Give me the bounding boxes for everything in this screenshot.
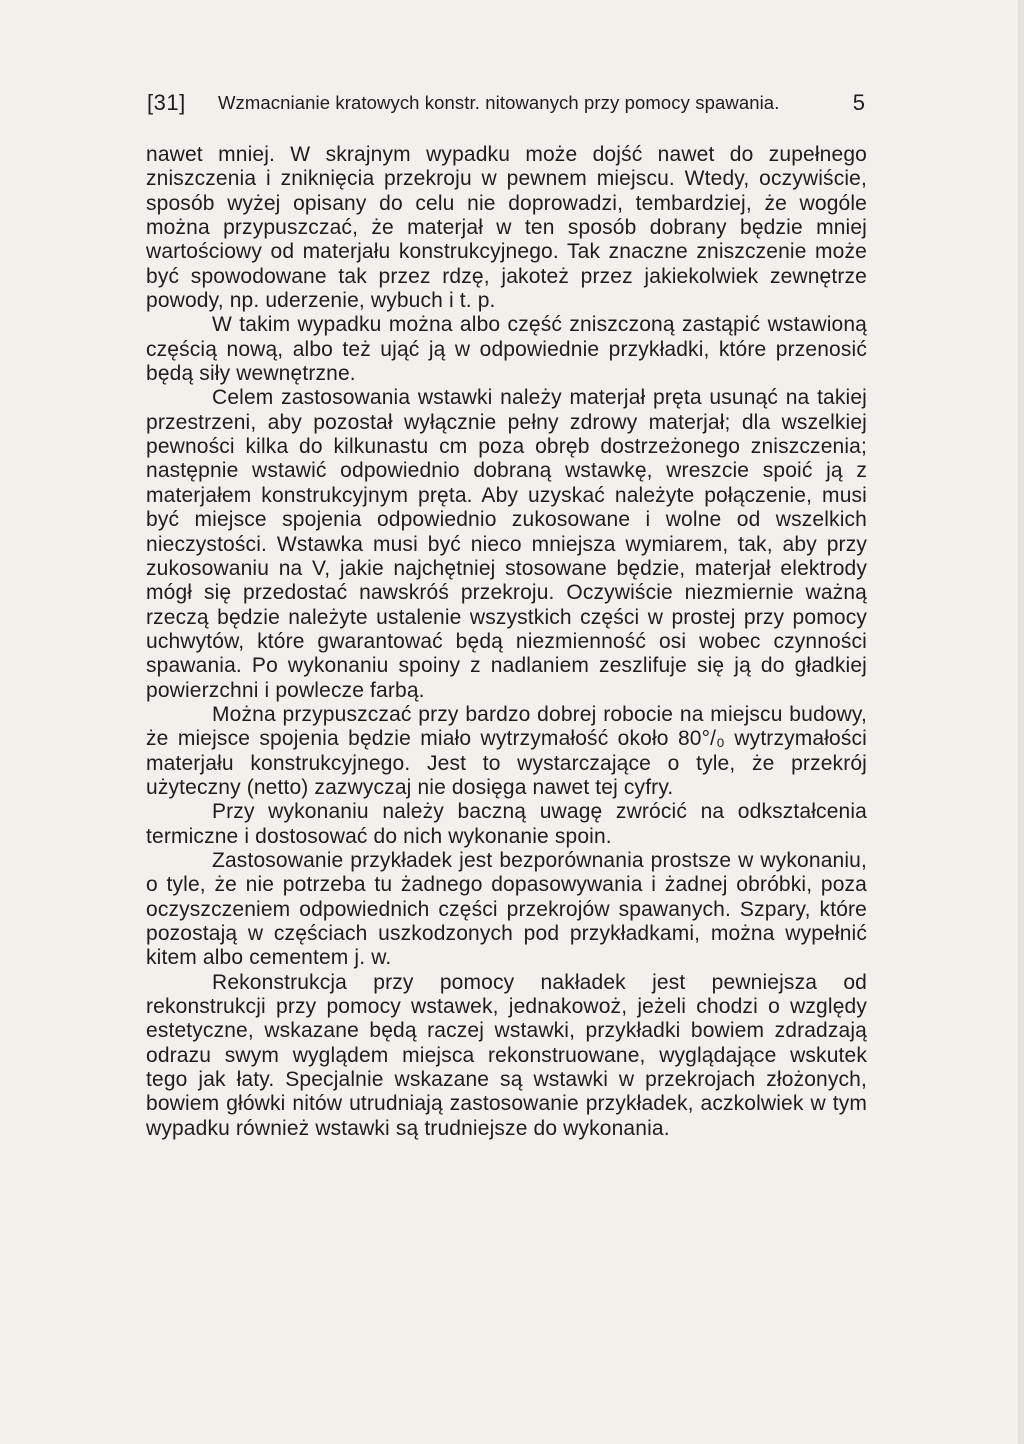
paragraph-continuation: nawet mniej. W skrajnym wypadku może dojść nawet do zupełnego zniszczenia i zniknięcia przekroju w pewnem miejscu. Wtedy, oczywiście, sposób wyżej opisany do celu nie doprowadzi, tembardziej, że wogóle można przypuszczać, że materjał w ten sposób dobrany będzie mniej wartościowy od materjału konstrukcyjnego. Tak znaczne zniszczenie może być spowodowane tak przez rdzę, jakoteż przez jakiekolwiek zewnętrze powody, np. uderzenie, wybuch i t. p. <box>146 143 867 313</box>
running-title: Wzmacnianie kratowych konstr. nitowanych przy pomocy spawania. <box>218 92 780 113</box>
paragraph: W takim wypadku można albo część zniszczoną zastąpić wstawioną częścią nową, albo też ująć ją w odpowiednie przykładki, które przenosić będą siły wewnętrzne. <box>146 313 867 386</box>
body-text <box>146 143 867 1141</box>
section-number: [31] <box>147 90 186 115</box>
running-header <box>147 88 865 118</box>
scan-edge <box>1018 0 1024 1444</box>
paragraph: Zastosowanie przykładek jest bezporównania prostsze w wykonaniu, o tyle, że nie potrzeba tu żadnego dopasowywania i żadnej obróbki, poza oczyszczeniem odpowiednich części przekrojów spawanych. Szpary, które pozostają w częściach uszkodzonych pod przykładkami, można wypełnić kitem albo cementem j. w. <box>146 848 867 970</box>
paragraph: Celem zastosowania wstawki należy materjał pręta usunąć na takiej przestrzeni, aby pozostał wyłącznie pełny zdrowy materjał; dla wszelkiej pewności kilka do kilkunastu cm poza obręb dostrzeżonego zniszczenia; następnie wstawić odpowiednio dobraną wstawkę, wreszcie spoić ją z materjałem konstrukcyjnym pręta. Aby uzyskać należyte połączenie, musi być miejsce spojenia odpowiednio zukosowane i wolne od wszelkich nieczystości. Wstawka musi być nieco mniejsza wymiarem, tak, aby przy zukosowaniu na V, jakie najchętniej stosowane będzie, materjał elektrody mógł się przedostać nawskróś przekroju. Oczywiście niezmiernie ważną rzeczą będzie należyte ustalenie wszystkich części w prostej przy pomocy uchwytów, które gwarantować będą niezmienność osi wobec czynności spawania. Po wykonaniu spoiny z nadlaniem zeszlifuje się ją do gładkiej powierzchni i powlecze farbą. <box>146 386 867 702</box>
paragraph: Można przypuszczać przy bardzo dobrej robocie na miejscu budowy, że miejsce spojenia będzie miało wytrzymałość około 80°/₀ wytrzymałości materjału konstrukcyjnego. Jest to wystarczające o tyle, że przekrój użyteczny (netto) zazwyczaj nie dosięga nawet tej cyfry. <box>146 702 867 799</box>
page-number: 5 <box>852 90 865 115</box>
paragraph: Rekonstrukcja przy pomocy nakładek jest pewniejsza od rekonstrukcji przy pomocy wstawek, jednakowoż, jeżeli chodzi o względy estetyczne, wskazane będą raczej wstawki, przykładki bowiem zdradzają odrazu swym wyglądem miejsca rekonstruowane, wyglądające wskutek tego jak łaty. Specjalnie wskazane są wstawki w przekrojach złożonych, bowiem główki nitów utrudniają zastosowanie przykładek, aczkolwiek w tym wypadku również wstawki są trudniejsze do wykonania. <box>146 970 867 1140</box>
paragraph: Przy wykonaniu należy baczną uwagę zwrócić na odkształcenia termiczne i dostosować do nich wykonanie spoin. <box>146 800 867 848</box>
